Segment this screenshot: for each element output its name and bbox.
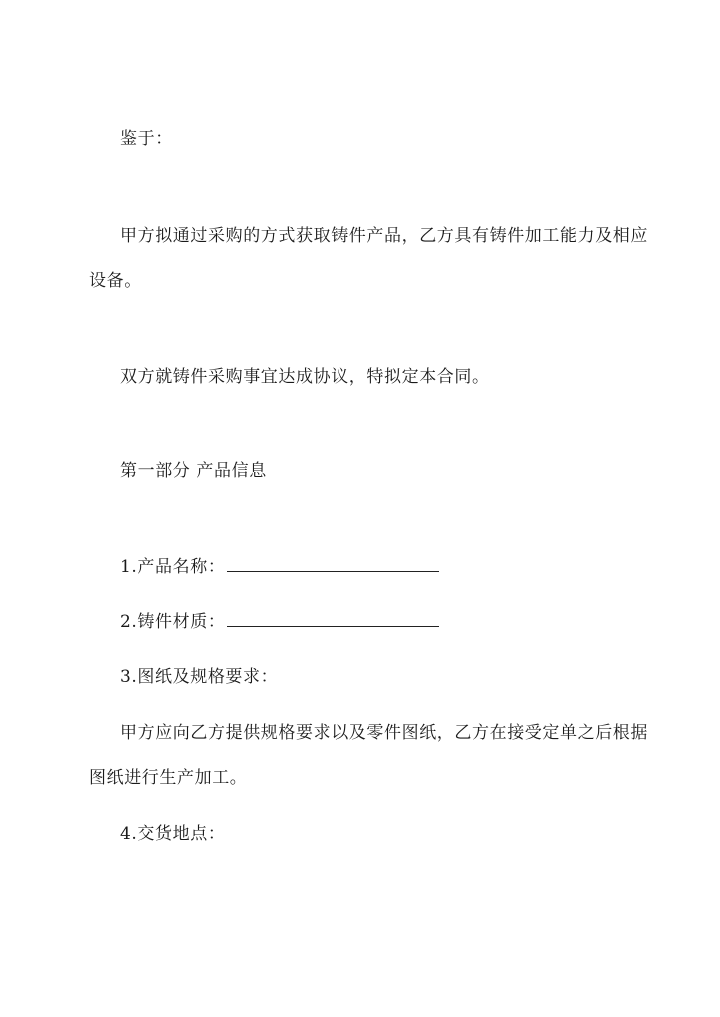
product-name-blank-field[interactable] [227,556,439,572]
section-title: 第一部分 产品信息 [120,461,267,481]
item-3-drawing-spec: 3.图纸及规格要求： [120,667,279,687]
item-2-casting-material [120,611,439,633]
paragraph-1-line-2: 设备。 [89,271,142,291]
paragraph-3-line-2: 图纸进行生产加工。 [89,768,248,788]
casting-material-blank-field[interactable] [227,611,439,627]
item-1-label: 1.产品名称： [120,557,226,577]
whereas-heading: 鉴于： [120,129,173,149]
paragraph-3-line-1: 甲方应向乙方提供规格要求以及零件图纸，乙方在接受定单之后根据 [120,723,648,743]
item-4-delivery-location: 4.交货地点： [120,824,226,844]
paragraph-1-line-1: 甲方拟通过采购的方式获取铸件产品，乙方具有铸件加工能力及相应 [120,226,648,246]
item-2-label: 2.铸件材质： [120,612,226,632]
paragraph-2: 双方就铸件采购事宜达成协议，特拟定本合同。 [120,367,490,387]
item-1-product-name [120,556,439,578]
